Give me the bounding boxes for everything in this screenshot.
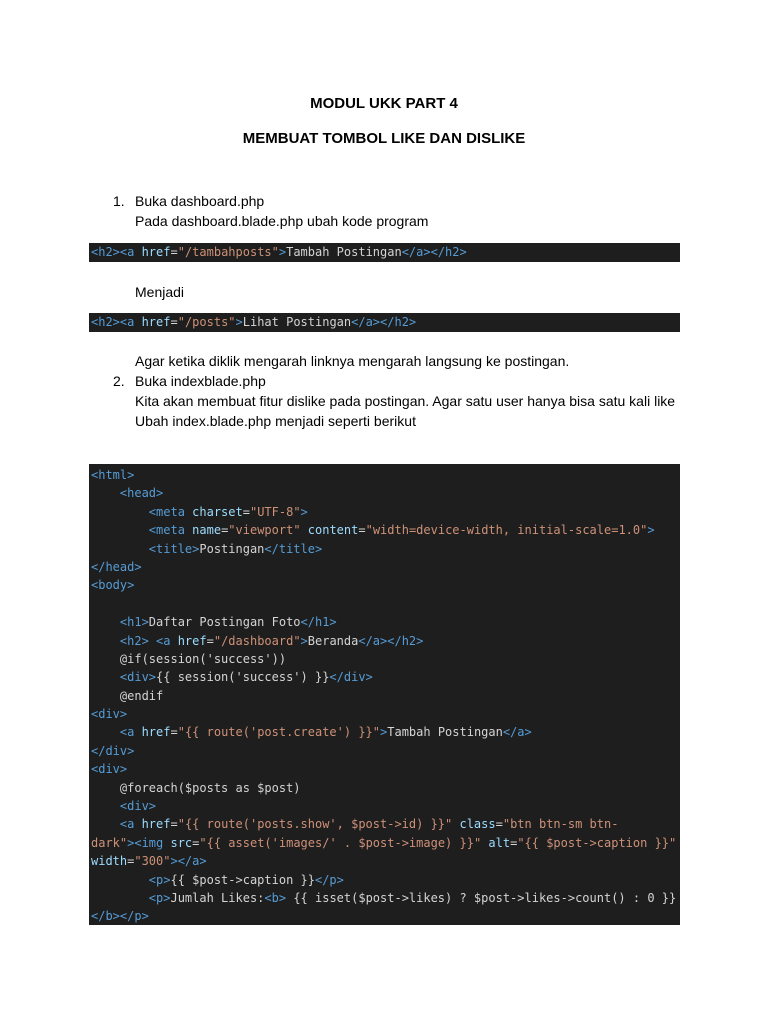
code-token: =	[170, 245, 178, 259]
code-token: <h2> <a	[91, 633, 178, 648]
code-token: =	[170, 817, 178, 832]
document-title: MODUL UKK PART 4	[310, 95, 458, 112]
step-2-description: Kita akan membuat fitur dislike pada postingan. Agar satu user hanya bisa satu kali like	[135, 393, 676, 409]
code-line	[91, 779, 680, 797]
code-token: <head>	[91, 486, 164, 501]
code-token: </a></h2>	[401, 245, 467, 259]
code-token: href	[141, 315, 171, 329]
code-token: <p>	[91, 872, 171, 887]
code-token: {{ isset($post->likes) ? $post->likes->count() : 0 }}	[286, 890, 677, 905]
step-1-heading: Buka dashboard.php	[135, 193, 265, 209]
code-token: >	[647, 523, 655, 538]
code-token: =	[510, 835, 518, 850]
code-token: </h1>	[300, 615, 337, 630]
code-token: </div>	[329, 670, 373, 685]
code-token: dark"	[91, 835, 128, 850]
code-token: Lihat Postingan	[242, 315, 352, 329]
code-token: =	[192, 835, 200, 850]
code-line	[91, 595, 680, 613]
code-line	[91, 889, 680, 907]
code-token: <div>	[91, 799, 157, 814]
code-token: =	[170, 725, 178, 740]
code-token: =	[242, 504, 250, 519]
code-token: "{{ asset('images/' . $post->image) }}"	[199, 835, 489, 850]
code-token: "300"	[134, 854, 171, 869]
code-token: "{{ $post->caption }}"	[517, 835, 677, 850]
code-line	[91, 705, 680, 723]
code-token: =	[170, 315, 178, 329]
code-token: <meta	[91, 504, 193, 519]
code-token: {{ session('success') }}	[156, 670, 330, 685]
code-line	[91, 650, 680, 668]
code-token: src	[170, 835, 193, 850]
code-token: Jumlah Likes:	[170, 890, 265, 905]
code-token: href	[177, 633, 207, 648]
code-token: <html>	[91, 468, 135, 482]
code-token: @endif	[91, 688, 164, 703]
code-token: =	[127, 854, 135, 869]
code-token: =	[221, 523, 229, 538]
code-token: >	[300, 633, 308, 648]
code-line	[91, 668, 680, 686]
code-token: "UTF-8"	[249, 504, 301, 519]
code-token: href	[141, 245, 171, 259]
code-token: "width=device-width, initial-scale=1.0"	[365, 523, 648, 538]
code-token: </a></h2>	[358, 633, 424, 648]
code-token: <a	[91, 817, 142, 832]
code-token: charset	[192, 504, 243, 519]
step-2-instruction: Ubah index.blade.php menjadi seperti berikut	[135, 413, 416, 429]
code-line	[91, 521, 680, 539]
code-token: <body>	[91, 578, 135, 593]
document-subtitle: MEMBUAT TOMBOL LIKE DAN DISLIKE	[242, 130, 526, 147]
code-token: </a>	[502, 725, 532, 740]
code-line	[91, 632, 680, 650]
code-token: =	[358, 523, 366, 538]
code-token: >	[380, 725, 388, 740]
code-token: Tambah Postingan	[387, 725, 503, 740]
code-token: =	[206, 633, 214, 648]
code-token: <meta	[91, 523, 193, 538]
code-token: "{{ route('posts.show', $post->id) }}"	[177, 817, 460, 832]
code-line	[91, 466, 680, 484]
code-token: Postingan	[199, 541, 265, 556]
code-token: =	[495, 817, 503, 832]
code-token: <b>	[264, 890, 287, 905]
code-token: <div>	[91, 707, 128, 722]
code-line	[91, 558, 680, 576]
step-2-heading: Buka indexblade.php	[135, 373, 266, 389]
code-line	[91, 503, 680, 521]
code-line	[91, 871, 680, 889]
code-token: </p>	[314, 872, 344, 887]
code-token: <h2><a	[91, 315, 142, 329]
step-1-explanation: Agar ketika diklik mengarah linknya mengarah langsung ke postingan.	[135, 353, 570, 369]
code-line	[91, 797, 680, 815]
code-line	[91, 484, 680, 502]
step-1-instruction: Pada dashboard.blade.php ubah kode program	[135, 213, 429, 229]
code-token: >	[278, 245, 287, 259]
code-line	[91, 815, 680, 833]
code-line	[91, 760, 680, 778]
code-token: </div>	[91, 743, 135, 758]
step-1-between-text: Menjadi	[135, 284, 185, 300]
code-token: ><img	[127, 835, 171, 850]
code-line	[91, 687, 680, 705]
code-token: >	[300, 504, 308, 519]
code-token: "/dashboard"	[213, 633, 301, 648]
step-2-number: 2.	[113, 373, 125, 389]
code-token: @if(session('success'))	[91, 651, 287, 666]
code-token: >	[235, 315, 243, 329]
code-token: alt	[488, 835, 511, 850]
code-line	[91, 834, 680, 852]
code-token: href	[141, 817, 171, 832]
code-token: </b></p>	[91, 909, 149, 924]
code-token: Beranda	[307, 633, 359, 648]
code-token: <p>	[91, 890, 171, 905]
code-line	[91, 576, 680, 594]
code-token: <a	[91, 725, 142, 740]
code-block-index-blade	[89, 464, 680, 925]
code-line	[91, 852, 680, 870]
code-token: href	[141, 725, 171, 740]
code-token: {{ $post->caption }}	[170, 872, 315, 887]
code-token: </title>	[264, 541, 323, 556]
code-token: ></a>	[170, 854, 207, 869]
code-line	[91, 742, 680, 760]
code-token: width	[91, 854, 128, 869]
code-token: name	[192, 523, 222, 538]
code-line	[91, 907, 680, 925]
code-token: "viewport"	[228, 523, 308, 538]
code-snippet-before	[89, 243, 680, 262]
code-token: "{{ route('post.create') }}"	[177, 725, 381, 740]
code-line	[91, 540, 680, 558]
code-token: content	[307, 523, 359, 538]
code-token: <h2><a	[91, 245, 142, 259]
code-snippet-after	[89, 313, 680, 332]
code-token: </head>	[91, 559, 142, 574]
code-line	[91, 723, 680, 741]
code-token: <div>	[91, 762, 128, 777]
code-token: Tambah Postingan	[286, 245, 402, 259]
code-token: @foreach($posts as $post)	[91, 780, 301, 795]
code-token: "btn btn-sm btn-	[502, 817, 619, 832]
code-line	[91, 613, 680, 631]
code-token: Daftar Postingan Foto	[148, 615, 301, 630]
step-1-number: 1.	[113, 193, 125, 209]
code-token: class	[459, 817, 496, 832]
code-token: "/posts"	[177, 315, 236, 329]
code-token: <title>	[91, 541, 200, 556]
code-token: <h1>	[91, 615, 149, 630]
code-token: </a></h2>	[351, 315, 417, 329]
code-token: "/tambahposts"	[177, 245, 279, 259]
code-token: <div>	[91, 670, 157, 685]
